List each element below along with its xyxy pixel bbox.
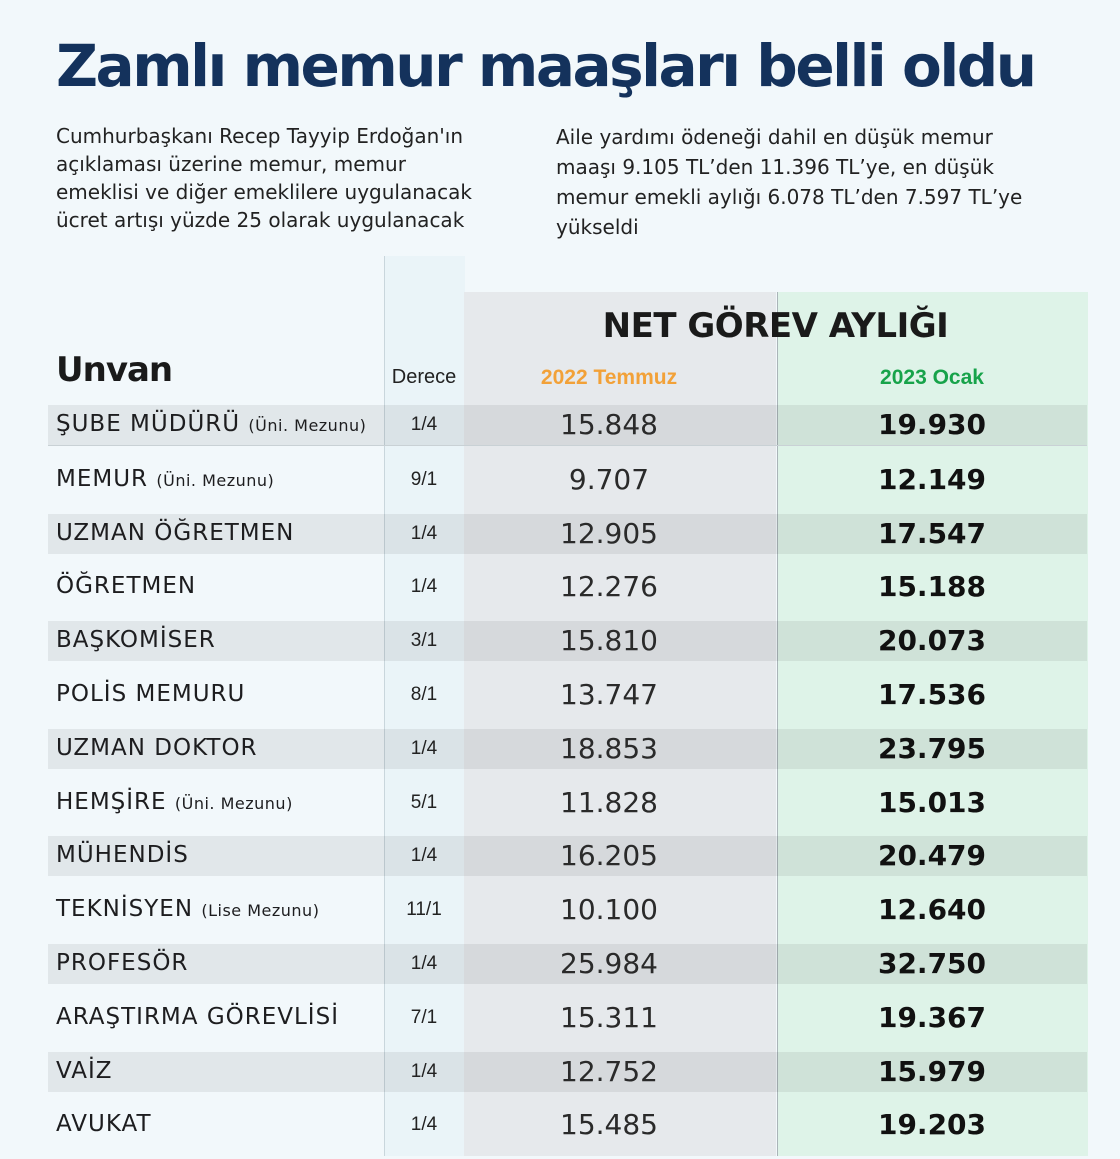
derece-cell: 7/1 [410,1006,438,1028]
value-2023-cell: 19.367 [877,1000,987,1034]
value-2022-cell: 15.485 [560,1108,658,1142]
unvan-cell [56,896,319,922]
derece-cell: 11/1 [406,899,442,921]
value-2022-cell: 15.311 [560,1000,658,1034]
unvan-name: MEMUR [56,465,149,492]
derece-cell: 5/1 [410,791,438,813]
value-2022-cell: 16.205 [560,839,658,873]
unvan-note: (Üni. Mezunu) [248,416,367,435]
unvan-cell [56,411,366,437]
value-2023-cell: 12.149 [877,462,987,496]
value-2022-cell: 12.905 [560,516,658,550]
table-row [48,460,1087,500]
unvan-cell [56,1004,339,1030]
value-2023-cell: 32.750 [877,946,987,980]
table-row [48,890,1087,930]
unvan-note: (Lise Mezunu) [201,901,320,921]
intro-text-right: Aile yardımı ödeneği dahil en düşük memur maaşı 9.105 TL’den 11.396 TL’ye, en düşük memur emekli aylığı 6.078 TL’den 7.597 TL’ye yükseldi [556,125,1023,239]
value-2022-cell: 10.100 [560,893,658,927]
value-2022-cell: 12.276 [560,570,658,604]
unvan-cell [56,950,188,976]
value-2022-cell: 12.752 [560,1054,658,1088]
unvan-cell [56,573,196,599]
derece-cell: 1/4 [410,522,438,544]
derece-cell: 1/4 [410,952,438,974]
table-row [48,944,1087,984]
derece-cell: 1/4 [410,576,438,598]
value-2022-cell: 15.810 [560,624,658,658]
unvan-cell [56,466,274,492]
unvan-name: MÜHENDİS [56,842,189,869]
page-title: Zamlı memur maaşları belli oldu [56,32,1035,100]
derece-cell: 1/4 [410,1060,438,1082]
value-2023-cell: 20.479 [877,839,987,873]
intro-text-left: Cumhurbaşkanı Recep Tayyip Erdoğan'ın açıklaması üzerine memur, memur emeklisi ve diğer emeklilere uygulanacak ücret artışı yüzde 25 olarak uygulanacak [56,124,473,232]
unvan-cell [56,842,189,868]
unvan-name: UZMAN ÖĞRETMEN [56,519,295,546]
table-row [48,405,1087,446]
value-2023-cell: 15.188 [877,570,987,604]
table-row [48,729,1087,769]
unvan-note: (Üni. Mezunu) [174,793,293,813]
value-2023-cell: 15.979 [877,1054,987,1088]
derece-cell: 3/1 [410,630,438,652]
table-row [48,675,1087,715]
unvan-name: BAŞKOMİSER [56,627,216,654]
unvan-cell [56,520,294,546]
unvan-name: VAİZ [56,1057,113,1084]
value-2022-cell: 9.707 [568,462,650,496]
value-2022-cell: 13.747 [560,677,658,711]
unvan-cell [56,1111,152,1137]
value-2023-cell: 15.013 [877,785,987,819]
value-2023-cell: 19.930 [877,408,987,441]
table-row [48,621,1087,661]
table-row [48,783,1087,823]
value-2023-cell: 17.547 [877,516,987,550]
unvan-cell [56,735,258,761]
table-row [48,998,1087,1038]
derece-cell: 1/4 [410,737,438,759]
table-row [48,836,1087,876]
unvan-name: ARAŞTIRMA GÖREVLİSİ [56,1003,339,1030]
value-2022-cell: 11.828 [560,785,658,819]
unvan-cell [56,627,216,653]
unvan-name: PROFESÖR [56,949,189,976]
derece-cell: 9/1 [410,468,438,490]
unvan-name: AVUKAT [56,1111,152,1138]
unvan-cell [56,789,293,815]
table-row [48,567,1087,607]
unvan-cell [56,681,245,707]
value-2023-cell: 23.795 [877,731,987,765]
table-row [48,514,1087,554]
table-row [48,1052,1087,1092]
value-2023-cell: 20.073 [877,624,987,658]
value-2023-cell: 19.203 [877,1108,987,1142]
value-2023-cell: 12.640 [877,893,987,927]
unvan-note: (Üni. Mezunu) [156,470,275,490]
derece-cell: 1/4 [410,845,438,867]
unvan-name: ÖĞRETMEN [56,573,197,600]
col-2022-header: 2022 Temmuz [540,366,678,389]
net-gorev-ayligi-header: NET GÖREV AYLIĞI [602,306,949,346]
value-2022-cell: 25.984 [560,946,658,980]
col-2023-header: 2023 Ocak [880,366,984,389]
unvan-name: ŞUBE MÜDÜRÜ [56,411,241,437]
unvan-name: TEKNİSYEN [56,896,194,923]
salary-table-body [48,405,1087,1159]
unvan-name: POLİS MEMURU [56,680,246,707]
derece-cell: 1/4 [410,414,438,435]
value-2022-cell: 18.853 [560,731,658,765]
derece-column-header: Derece [391,366,457,388]
unvan-column-header: Unvan [56,350,173,390]
derece-cell: 1/4 [410,1114,438,1136]
derece-cell: 8/1 [410,683,438,705]
value-2023-cell: 17.536 [877,677,987,711]
unvan-cell [56,1058,113,1084]
unvan-name: UZMAN DOKTOR [56,734,258,761]
unvan-name: HEMŞİRE [56,788,167,815]
table-row [48,1105,1087,1145]
value-2022-cell: 15.848 [560,408,658,441]
